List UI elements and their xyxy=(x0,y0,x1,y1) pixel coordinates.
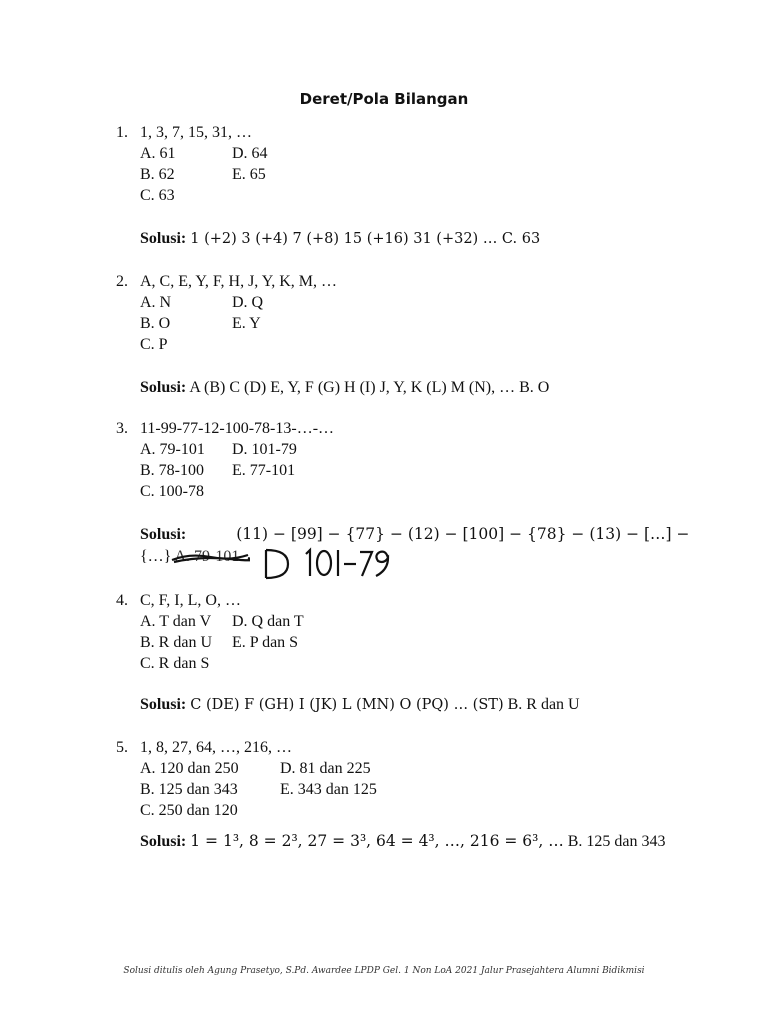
solution-label: Solusi: xyxy=(140,230,187,247)
option-e: E. P dan S xyxy=(232,634,299,651)
option-c: C. 100-78 xyxy=(140,483,204,500)
solution-answer: B. 125 dan 343 xyxy=(567,833,666,850)
footer-credit: Solusi ditulis oleh Agung Prasetyo, S.Pd. Awardee LPDP Gel. 1 Non LoA 2021 Jalur Prasejahtera Alumni Bidikmisi xyxy=(123,966,645,976)
option-a: A. 79-101 xyxy=(140,441,205,458)
solution-continued xyxy=(140,546,239,567)
option-e: E. Y xyxy=(232,315,261,332)
strike-scribble xyxy=(170,551,250,565)
option-b: B. R dan U xyxy=(140,634,212,651)
option-a: A. N xyxy=(140,294,172,311)
solution xyxy=(140,524,690,545)
question-stem: 1, 3, 7, 15, 31, … xyxy=(140,124,252,141)
option-e: E. 65 xyxy=(232,166,266,183)
solution-label: Solusi: xyxy=(140,696,187,713)
option-d: D. 64 xyxy=(232,145,268,162)
option-d: D. 81 dan 225 xyxy=(280,760,371,777)
solution-label: Solusi: xyxy=(140,833,187,850)
option-a: A. 61 xyxy=(140,145,176,162)
solution-label: Solusi: xyxy=(140,526,187,543)
question-number: 1. xyxy=(116,124,128,141)
option-d: D. Q xyxy=(232,294,264,311)
solution-label: Solusi: xyxy=(140,379,187,396)
question-number: 3. xyxy=(116,420,128,437)
option-b: B. 62 xyxy=(140,166,175,183)
solution-text: 1 (+2) 3 (+4) 7 (+8) 15 (+16) 31 (+32) … C. 63 xyxy=(190,231,541,247)
question-stem: C, F, I, L, O, … xyxy=(140,592,241,609)
option-c: C. 250 dan 120 xyxy=(140,802,238,819)
solution-text: C (DE) F (GH) I (JK) L (MN) O (PQ) … (ST) xyxy=(190,697,504,713)
handwritten-answer xyxy=(262,546,392,580)
question-stem: 1, 8, 27, 64, …, 216, … xyxy=(140,739,292,756)
option-e: E. 77-101 xyxy=(232,462,296,479)
solution-answer: B. R dan U xyxy=(507,696,580,713)
solution xyxy=(140,694,580,716)
page-title: Deret/Pola Bilangan xyxy=(299,90,469,108)
question-number: 2. xyxy=(116,273,128,290)
option-a: A. 120 dan 250 xyxy=(140,760,239,777)
question-stem: A, C, E, Y, F, H, J, Y, K, M, … xyxy=(140,273,337,290)
option-c: C. 63 xyxy=(140,187,175,204)
option-b: B. O xyxy=(140,315,171,332)
option-d: D. Q dan T xyxy=(232,613,304,630)
solution xyxy=(140,377,549,398)
option-b: B. 78-100 xyxy=(140,462,204,479)
option-a: A. T dan V xyxy=(140,613,212,630)
solution-text: 1 = 1³, 8 = 2³, 27 = 3³, 64 = 4³, …, 216 = 6³, … xyxy=(190,832,564,850)
question-stem: 11-99-77-12-100-78-13-…-… xyxy=(140,420,335,437)
solution xyxy=(140,831,666,852)
question-number: 4. xyxy=(116,592,128,609)
solution-text-2: {…} xyxy=(140,548,172,565)
solution xyxy=(140,228,540,250)
option-c: C. R dan S xyxy=(140,655,210,672)
question-number: 5. xyxy=(116,739,128,756)
option-d: D. 101-79 xyxy=(232,441,297,458)
option-c: C. P xyxy=(140,336,168,353)
option-b: B. 125 dan 343 xyxy=(140,781,238,798)
solution-text: (11) − [99] − {77} − (12) − [100] − {78} − (13) − […] − xyxy=(236,525,690,543)
option-e: E. 343 dan 125 xyxy=(280,781,377,798)
solution-text: A (B) C (D) E, Y, F (G) H (I) J, Y, K (L) M (N), … B. O xyxy=(189,379,550,396)
struck-answer: A. 79-101 xyxy=(174,548,239,565)
